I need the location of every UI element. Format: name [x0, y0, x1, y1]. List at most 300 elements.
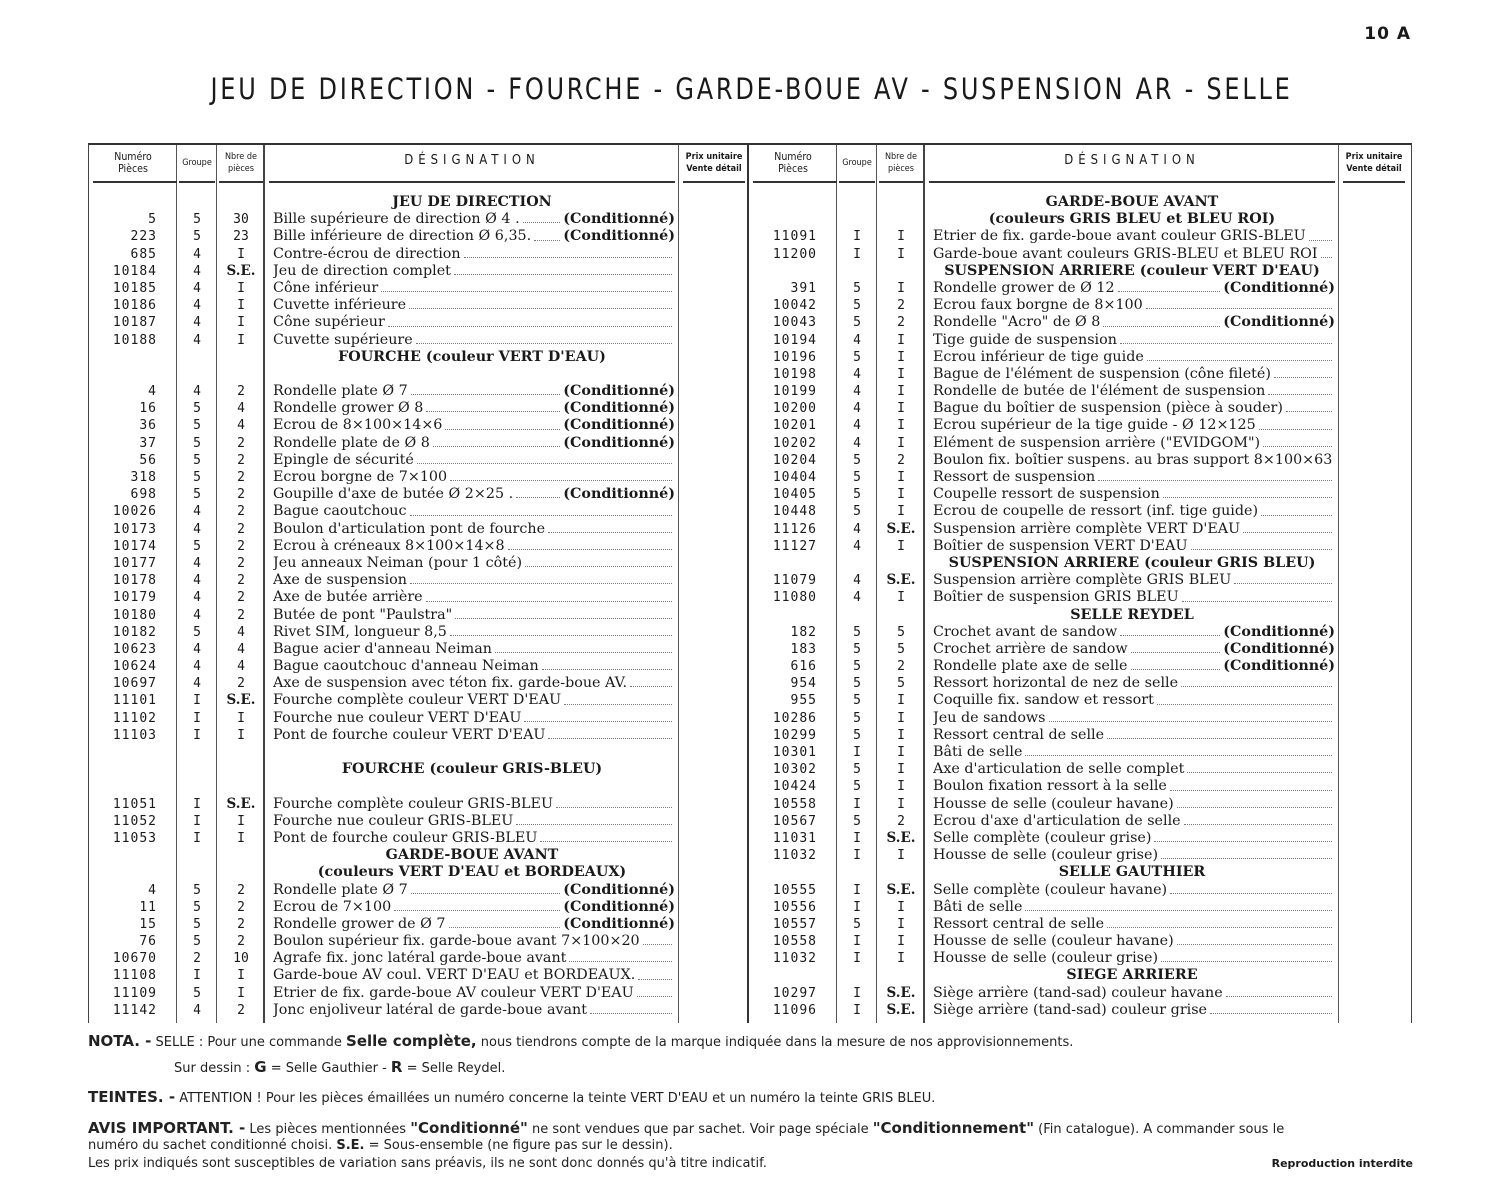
designation-text: Etrier de fix. garde-boue avant couleur GRIS-BLEU — [933, 228, 1306, 245]
table-row — [749, 349, 1409, 366]
part-number: 11200 — [772, 246, 817, 262]
table-row — [749, 916, 1409, 933]
table-row — [749, 847, 1409, 864]
section-title: FOURCHE (couleur VERT D'EAU) — [338, 348, 606, 365]
group: 5 — [853, 727, 861, 743]
group: 5 — [853, 298, 861, 314]
section-title: GARDE-BOUE AVANT — [1045, 194, 1219, 210]
quantity: I — [237, 246, 245, 262]
group: 5 — [193, 452, 201, 468]
quantity: 2 — [237, 487, 245, 503]
leader-dots — [1259, 417, 1332, 429]
leader-dots — [1261, 503, 1332, 515]
leader-dots — [638, 967, 672, 979]
group: I — [853, 848, 861, 864]
quantity: 2 — [897, 659, 905, 675]
table-row — [89, 967, 749, 984]
table-row — [749, 503, 1409, 520]
table-row — [749, 950, 1409, 967]
quantity: I — [897, 693, 905, 709]
header-nbre — [217, 151, 265, 175]
quantity: I — [897, 504, 905, 520]
designation-text: Housse de selle (couleur grise) — [933, 950, 1159, 967]
table-row — [749, 228, 1409, 245]
leader-dots — [564, 692, 672, 704]
leader-dots — [1321, 246, 1332, 258]
section-title: GARDE-BOUE AVANT — [385, 847, 559, 864]
avis-line-2 — [88, 1138, 673, 1153]
quantity: I — [897, 796, 905, 812]
table-row — [749, 383, 1409, 400]
table-row — [89, 882, 749, 899]
nota-reydel: = Selle Reydel. — [406, 1061, 506, 1076]
part-number: 11079 — [772, 573, 817, 589]
designation-text: Bague de l'élément de suspension (cône fileté) — [933, 365, 1271, 382]
header-prix-line2: Vente détail — [686, 164, 742, 174]
leader-dots — [1147, 349, 1332, 361]
designation-text: Rondelle plate Ø 7 — [273, 383, 408, 400]
group: 5 — [853, 280, 861, 296]
part-number: 10177 — [112, 555, 157, 571]
leader-dots — [495, 641, 672, 653]
designation-text: Bâti de selle — [933, 744, 1023, 760]
table-row — [749, 899, 1409, 916]
quantity: I — [897, 916, 905, 932]
table-row — [749, 589, 1409, 606]
right_rows-rows — [749, 194, 1409, 1019]
nota-gauthier: = Selle Gauthier - — [270, 1061, 387, 1076]
group: 5 — [853, 762, 861, 778]
part-number: 16 — [139, 401, 157, 417]
table-row — [749, 710, 1409, 727]
header-nbre-line2: pièces — [227, 164, 255, 174]
quantity: 2 — [237, 590, 245, 606]
avis-numero: numéro du sachet conditionné choisi. — [88, 1138, 333, 1153]
leader-dots — [523, 211, 561, 223]
section-title: FOURCHE (couleur GRIS-BLEU) — [341, 761, 603, 778]
designation-text: Butée de pont "Paulstra" — [273, 606, 453, 623]
table-row — [749, 624, 1409, 641]
designation-text: Pont de fourche couleur GRIS-BLEU — [273, 829, 538, 846]
designation-text: Jonc enjoliveur latéral de garde-boue avant — [273, 1001, 588, 1018]
designation-text: Siège arrière (tand-sad) couleur havane — [933, 984, 1223, 1001]
avis-text-c: (Fin catalogue). A commander sous le — [1038, 1122, 1285, 1137]
designation — [933, 830, 1335, 847]
quantity: S.E. — [886, 984, 916, 1001]
table-row — [89, 435, 749, 452]
table-row — [89, 486, 749, 503]
section-heading — [749, 967, 1409, 984]
designation — [933, 675, 1335, 692]
header-rule — [929, 181, 1335, 183]
designation — [273, 710, 675, 727]
leader-dots — [445, 417, 560, 429]
group: 4 — [193, 332, 201, 348]
table-row — [749, 572, 1409, 589]
leader-dots — [1120, 332, 1332, 344]
leader-dots — [409, 297, 672, 309]
quantity: I — [897, 762, 905, 778]
part-number: 10623 — [112, 641, 157, 657]
designation-text: Ecrou d'axe d'articulation de selle — [933, 812, 1181, 829]
header-prix-line1: Prix unitaire — [685, 152, 743, 162]
designation — [273, 555, 675, 572]
designation-text: Rondelle de butée de l'élément de suspension — [933, 383, 1266, 400]
designation-text: Boulon supérieur fix. garde-boue avant 7×100×20 — [273, 933, 640, 950]
designation-text: Bague du boîtier de suspension (pièce à souder) — [933, 400, 1283, 417]
designation-text: Fourche complète couleur GRIS-BLEU — [273, 795, 554, 812]
designation — [273, 692, 675, 709]
table-row — [749, 882, 1409, 899]
group: 5 — [853, 659, 861, 675]
designation — [273, 830, 675, 847]
header-numero — [749, 151, 837, 175]
table-row — [749, 796, 1409, 813]
group: I — [853, 229, 861, 245]
part-number: 391 — [790, 280, 817, 296]
leader-dots — [1146, 297, 1332, 309]
group: 4 — [193, 607, 201, 623]
table-row — [89, 899, 749, 916]
quantity: I — [897, 435, 905, 451]
quantity: 2 — [237, 899, 245, 915]
group: 5 — [193, 212, 201, 228]
table-row — [749, 538, 1409, 555]
leader-dots — [388, 314, 672, 326]
leader-dots — [1234, 572, 1332, 584]
table-row — [89, 417, 749, 434]
quantity: I — [897, 418, 905, 434]
part-number: 10198 — [772, 366, 817, 382]
leader-dots — [1107, 727, 1332, 739]
designation-text: Rondelle grower de Ø 12 — [933, 279, 1115, 296]
designation-text: Ecrou de 7×100 — [273, 898, 392, 915]
group: 4 — [853, 418, 861, 434]
designation — [933, 744, 1335, 761]
quantity: I — [237, 332, 245, 348]
quantity: I — [237, 968, 245, 984]
quantity: I — [237, 315, 245, 331]
quantity: 2 — [237, 452, 245, 468]
part-number: 10178 — [112, 573, 157, 589]
quantity: 2 — [237, 504, 245, 520]
designation — [933, 899, 1335, 916]
table-row — [89, 985, 749, 1002]
conditionne-label: (Conditionné) — [1223, 279, 1335, 296]
table-row — [89, 796, 749, 813]
leader-dots — [410, 503, 672, 515]
quantity: I — [237, 710, 245, 726]
quantity: 2 — [897, 298, 905, 314]
designation-text: Bague acier d'anneau Neiman — [273, 640, 492, 657]
part-number: 10179 — [112, 590, 157, 606]
part-number: 37 — [139, 435, 157, 451]
quantity: 2 — [237, 470, 245, 485]
leader-dots — [637, 985, 672, 997]
conditionne-label: (Conditionné) — [563, 898, 675, 915]
table-row — [89, 572, 749, 589]
part-number: 11080 — [772, 590, 817, 606]
teintes-line — [88, 1088, 935, 1106]
table-row — [749, 675, 1409, 692]
designation — [273, 246, 675, 263]
table-row — [749, 486, 1409, 503]
table-row — [89, 607, 749, 624]
header-prix-line1: Prix unitaire — [1345, 152, 1403, 162]
leader-dots — [1154, 830, 1332, 842]
leader-dots — [411, 383, 561, 395]
designation-text: Housse de selle (couleur havane) — [933, 795, 1174, 812]
header-rule — [879, 181, 923, 183]
section-title: SUSPENSION ARRIERE (couleur VERT D'EAU) — [944, 262, 1320, 279]
part-number: 10188 — [112, 332, 157, 348]
nota-r: R — [390, 1058, 403, 1076]
avis-text-a: Les pièces mentionnées — [249, 1122, 407, 1137]
group: 4 — [193, 573, 201, 589]
designation — [273, 469, 675, 486]
part-number: 10185 — [112, 280, 157, 296]
designation-text: Rivet SIM, longueur 8,5 — [273, 623, 447, 640]
group: 4 — [853, 366, 861, 382]
table-row — [749, 246, 1409, 263]
group: 4 — [853, 435, 861, 451]
designation — [273, 658, 675, 675]
group: 5 — [193, 899, 201, 915]
table-row — [89, 400, 749, 417]
quantity: I — [897, 951, 905, 967]
table-row — [749, 692, 1409, 709]
avis-conditionne: "Conditionné" — [410, 1119, 528, 1137]
designation — [933, 1002, 1335, 1019]
designation-text: Agrafe fix. jonc latéral garde-boue avant — [273, 950, 567, 967]
section-title: SUSPENSION ARRIERE (couleur GRIS BLEU) — [948, 554, 1316, 571]
quantity: 2 — [237, 934, 245, 950]
table-row — [749, 658, 1409, 675]
quantity: I — [897, 710, 905, 726]
group: I — [853, 985, 861, 1001]
quantity: 2 — [237, 573, 245, 589]
designation-text: Garde-boue avant couleurs GRIS-BLEU et BLEU ROI — [933, 245, 1318, 262]
leader-dots — [1170, 882, 1332, 894]
group: 4 — [193, 521, 201, 537]
leader-dots — [1170, 778, 1332, 790]
avis-text-b: ne sont vendues que par sachet. Voir page spéciale — [532, 1122, 869, 1137]
conditionne-label: (Conditionné) — [1223, 640, 1335, 657]
leader-dots — [534, 228, 560, 240]
table-row — [749, 1002, 1409, 1019]
designation — [933, 538, 1335, 555]
quantity: I — [897, 470, 905, 485]
nota-line-1 — [88, 1032, 1073, 1050]
leader-dots — [450, 624, 672, 636]
section-heading — [89, 847, 749, 864]
leader-dots — [1161, 950, 1332, 962]
part-number: 11109 — [112, 985, 157, 1001]
header-rule — [839, 181, 875, 183]
part-number: 10174 — [112, 538, 157, 554]
conditionne-label: (Conditionné) — [563, 211, 675, 228]
leader-dots — [1161, 847, 1332, 859]
group: 5 — [853, 504, 861, 520]
designation-text: Rondelle "Acro" de Ø 8 — [933, 314, 1101, 331]
quantity: I — [897, 779, 905, 795]
group: 5 — [193, 934, 201, 950]
group: I — [853, 899, 861, 915]
designation-text: Pont de fourche couleur VERT D'EAU — [273, 726, 546, 743]
part-number: 223 — [130, 229, 157, 245]
designation — [273, 933, 675, 950]
designation — [933, 417, 1335, 434]
designation — [933, 916, 1335, 933]
designation-text: Cône supérieur — [273, 314, 385, 331]
leader-dots — [516, 813, 672, 825]
quantity: 2 — [237, 521, 245, 537]
table-row — [89, 555, 749, 572]
designation — [273, 916, 675, 933]
quantity: I — [897, 899, 905, 915]
table-row — [749, 400, 1409, 417]
designation-text: Suspension arrière complète GRIS BLEU — [933, 572, 1232, 589]
designation — [273, 332, 675, 349]
avis-sous-ensemble: = Sous-ensemble (ne figure pas sur le dessin). — [368, 1138, 673, 1153]
group: 4 — [853, 538, 861, 554]
leader-dots — [1181, 675, 1332, 687]
designation — [933, 589, 1335, 606]
designation — [933, 761, 1335, 778]
conditionne-label: (Conditionné) — [563, 881, 675, 898]
designation-text: Cuvette inférieure — [273, 297, 407, 314]
designation-text: Axe de suspension avec téton fix. garde-boue AV. — [273, 675, 628, 692]
designation — [273, 452, 675, 469]
designation — [933, 985, 1335, 1002]
leader-dots — [590, 1002, 672, 1014]
part-number: 10026 — [112, 504, 157, 520]
section-heading — [749, 211, 1409, 228]
part-number: 11108 — [112, 968, 157, 984]
header-rule — [269, 181, 675, 183]
designation-text: Jeu de direction complet — [273, 262, 451, 279]
quantity: S.E. — [226, 262, 256, 279]
table-row — [749, 469, 1409, 486]
quantity: I — [237, 985, 245, 1001]
conditionne-label: (Conditionné) — [563, 417, 675, 434]
part-number: 10199 — [772, 384, 817, 400]
designation-text: Coupelle ressort de suspension — [933, 486, 1160, 503]
header-rule — [93, 181, 177, 183]
leader-dots — [464, 246, 672, 258]
group: 4 — [193, 555, 201, 571]
part-number: 10186 — [112, 298, 157, 314]
group: 4 — [193, 384, 201, 400]
quantity: 2 — [237, 435, 245, 451]
part-number: 182 — [790, 624, 817, 640]
part-number: 10173 — [112, 521, 157, 537]
part-number: 10567 — [772, 813, 817, 829]
table-row — [89, 538, 749, 555]
designation — [273, 985, 675, 1002]
group: 4 — [853, 384, 861, 400]
designation — [933, 933, 1335, 950]
designation — [933, 314, 1335, 331]
leader-dots — [1025, 744, 1332, 756]
designation — [273, 813, 675, 830]
designation — [933, 658, 1335, 675]
designation — [273, 486, 675, 503]
group: 5 — [853, 452, 861, 468]
designation — [273, 641, 675, 658]
group: I — [193, 796, 201, 812]
quantity: S.E. — [886, 1001, 916, 1018]
designation — [933, 400, 1335, 417]
designation — [273, 417, 675, 434]
group: I — [193, 710, 201, 726]
designation — [933, 228, 1335, 245]
quantity: I — [897, 246, 905, 262]
designation — [273, 400, 675, 417]
leader-dots — [450, 469, 672, 481]
part-number: 685 — [130, 246, 157, 262]
leader-dots — [410, 572, 672, 584]
table-row — [749, 933, 1409, 950]
nota-g: G — [254, 1058, 267, 1076]
conditionne-label: (Conditionné) — [1223, 623, 1335, 640]
designation-text: Housse de selle (couleur havane) — [933, 933, 1174, 950]
quantity: 4 — [237, 624, 245, 640]
designation-text: Rondelle grower Ø 8 — [273, 400, 424, 417]
leader-dots — [1025, 899, 1332, 911]
group: I — [193, 693, 201, 709]
quantity: 2 — [237, 916, 245, 932]
leader-dots — [426, 400, 560, 412]
designation — [933, 349, 1335, 366]
table-row — [89, 503, 749, 520]
group: 4 — [853, 401, 861, 417]
group: 5 — [193, 401, 201, 417]
leader-dots — [1184, 813, 1332, 825]
designation — [273, 967, 675, 984]
designation-text: Suspension arrière complète VERT D'EAU — [933, 520, 1241, 537]
group: 5 — [193, 624, 201, 640]
designation — [933, 710, 1335, 727]
part-number: 10200 — [772, 401, 817, 417]
table-row — [749, 778, 1409, 795]
designation-text: Contre-écrou de direction — [273, 245, 461, 262]
part-number: 10405 — [772, 487, 817, 503]
header-rule — [753, 181, 837, 183]
group: I — [853, 951, 861, 967]
designation — [933, 727, 1335, 744]
designation — [933, 280, 1335, 297]
conditionne-label: (Conditionné) — [563, 915, 675, 932]
leader-dots — [381, 280, 672, 292]
quantity: 2 — [237, 607, 245, 623]
table-row — [89, 778, 749, 795]
part-number: 11032 — [772, 951, 817, 967]
part-number: 11091 — [772, 229, 817, 245]
group: 5 — [853, 916, 861, 932]
section-heading — [89, 761, 749, 778]
designation — [273, 675, 675, 692]
part-number: 36 — [139, 418, 157, 434]
quantity: I — [237, 813, 245, 829]
designation — [933, 366, 1335, 383]
designation-text: Rondelle plate axe de selle — [933, 658, 1128, 675]
group: 4 — [193, 659, 201, 675]
part-number: 56 — [139, 452, 157, 468]
part-number: 11 — [139, 899, 157, 915]
quantity: S.E. — [886, 881, 916, 898]
designation-text: Elément de suspension arrière ("EVIDGOM") — [933, 434, 1261, 451]
